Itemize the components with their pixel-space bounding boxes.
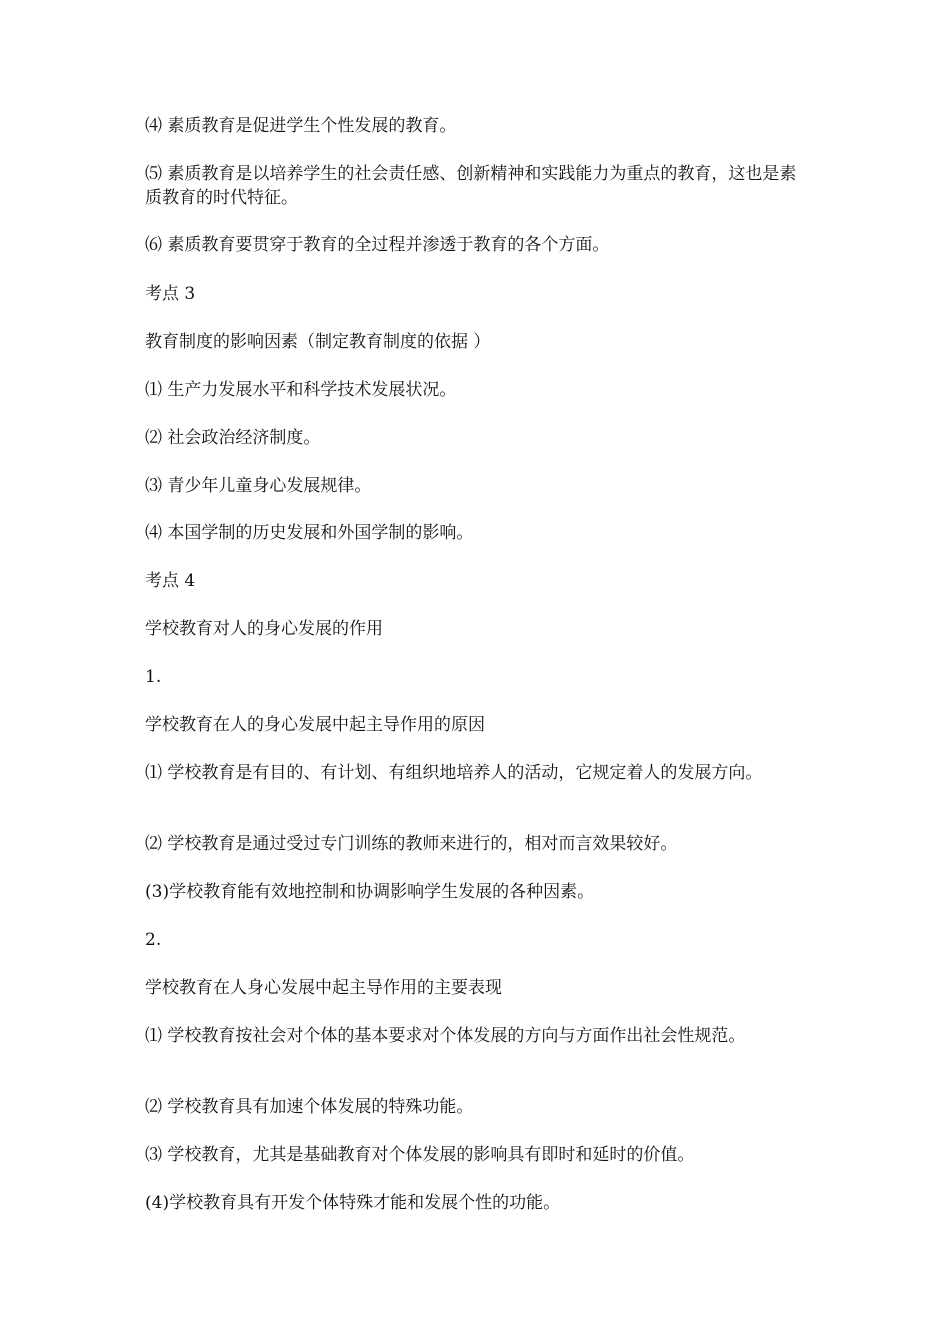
paragraph: ⑵ 学校教育是通过受过专门训练的教师来进行的，相对而言效果较好。: [145, 834, 678, 854]
paragraph: ⑶ 学校教育，尤其是基础教育对个体发展的影响具有即时和延时的价值。: [145, 1145, 695, 1165]
paragraph: ⑸ 素质教育是以培养学生的社会责任感、创新精神和实践能力为重点的教育，这也是素质教育的时代特征。: [145, 164, 797, 208]
paragraph: 学校教育对人的身心发展的作用: [145, 619, 383, 639]
paragraph: ⑶ 青少年儿童身心发展规律。: [145, 476, 372, 496]
paragraph: ⑴ 学校教育按社会对个体的基本要求对个体发展的方向与方面作出社会性规范。: [145, 1026, 746, 1046]
paragraph: ⑵ 学校教育具有加速个体发展的特殊功能。: [145, 1097, 474, 1117]
paragraph: ⑴ 生产力发展水平和科学技术发展状况。: [145, 380, 457, 400]
section-heading: 考点 3: [145, 284, 196, 304]
paragraph: ⑴ 学校教育是有目的、有计划、有组织地培养人的活动，它规定着人的发展方向。: [145, 763, 763, 783]
paragraph: ⑷ 素质教育是促进学生个性发展的教育。: [145, 116, 457, 136]
paragraph: (3)学校教育能有效地控制和协调影响学生发展的各种因素。: [145, 882, 595, 902]
paragraph: 2.: [145, 930, 162, 950]
paragraph: 教育制度的影响因素（制定教育制度的依据 ）: [145, 332, 491, 352]
paragraph: 学校教育在人身心发展中起主导作用的主要表现: [145, 978, 502, 998]
paragraph: 学校教育在人的身心发展中起主导作用的原因: [145, 715, 485, 735]
section-heading: 考点 4: [145, 571, 196, 591]
paragraph: ⑹ 素质教育要贯穿于教育的全过程并渗透于教育的各个方面。: [145, 235, 610, 255]
paragraph: 1.: [145, 667, 162, 687]
paragraph: ⑵ 社会政治经济制度。: [145, 428, 321, 448]
paragraph: (4)学校教育具有开发个体特殊才能和发展个性的功能。: [145, 1193, 561, 1213]
paragraph: ⑷ 本国学制的历史发展和外国学制的影响。: [145, 523, 474, 543]
